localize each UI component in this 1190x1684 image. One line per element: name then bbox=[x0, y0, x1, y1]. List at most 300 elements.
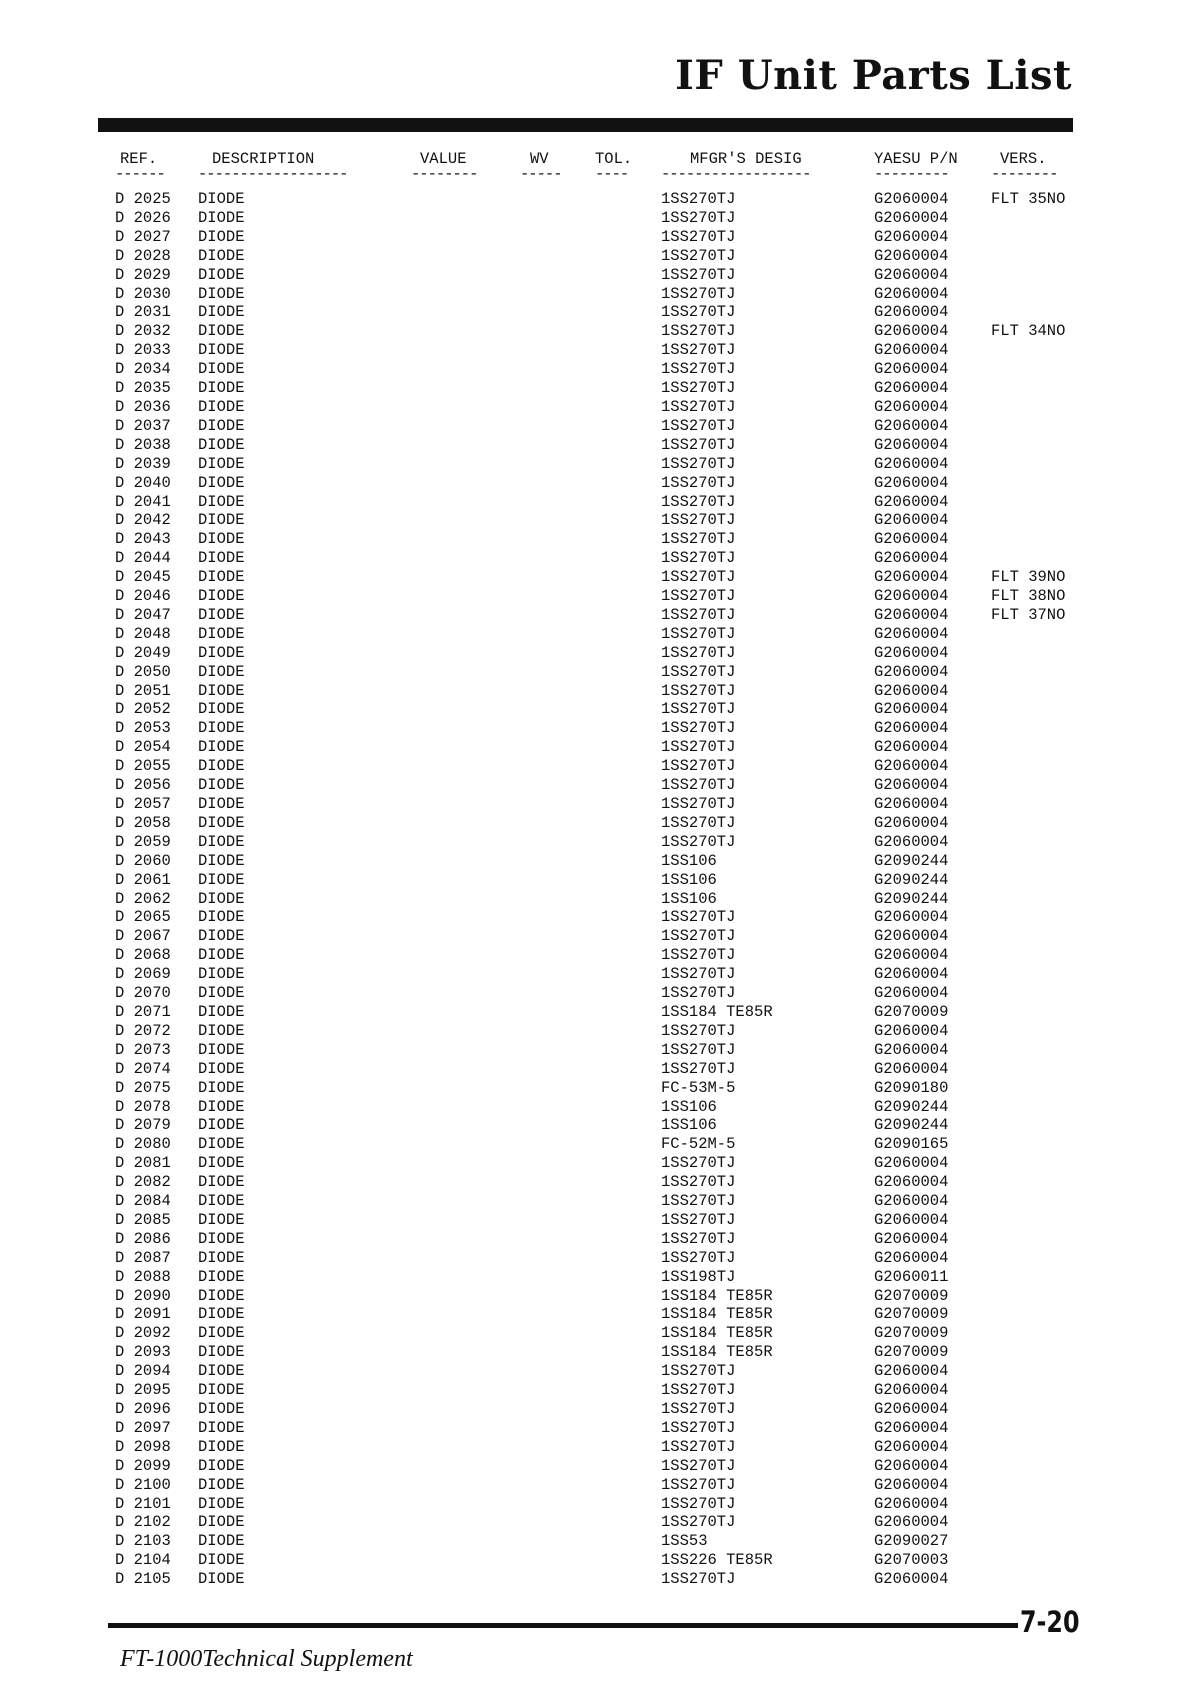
row-description: DIODE bbox=[198, 1475, 245, 1494]
row-mfgr-desig: 1SS270TJ bbox=[661, 1192, 736, 1211]
row-ref: D 2071 bbox=[115, 1002, 171, 1021]
col-header-value: VALUE bbox=[420, 150, 467, 168]
row-ref: D 2085 bbox=[115, 1210, 171, 1229]
row-mfgr-desig: 1SS270TJ bbox=[661, 908, 736, 927]
row-description: DIODE bbox=[198, 492, 245, 511]
row-mfgr-desig: 1SS106 bbox=[661, 889, 717, 908]
row-mfgr-desig: 1SS226 TE85R bbox=[661, 1551, 773, 1570]
row-mfgr-desig: 1SS270TJ bbox=[661, 341, 736, 360]
table-row bbox=[0, 209, 1190, 228]
row-part-number: G2060004 bbox=[874, 946, 949, 965]
col-header-description: DESCRIPTION bbox=[212, 150, 315, 168]
row-mfgr-desig: 1SS270TJ bbox=[661, 1475, 736, 1494]
row-part-number: G2060004 bbox=[874, 1040, 949, 1059]
row-part-number: G2060004 bbox=[874, 568, 949, 587]
row-mfgr-desig: 1SS270TJ bbox=[661, 1059, 736, 1078]
row-mfgr-desig: 1SS270TJ bbox=[661, 379, 736, 398]
row-ref: D 2058 bbox=[115, 813, 171, 832]
col-header-ref: REF. bbox=[120, 150, 158, 168]
row-ref: D 2104 bbox=[115, 1551, 171, 1570]
row-mfgr-desig: 1SS270TJ bbox=[661, 1437, 736, 1456]
table-row bbox=[0, 322, 1190, 341]
row-part-number: G2060004 bbox=[874, 984, 949, 1003]
row-ref: D 2081 bbox=[115, 1154, 171, 1173]
row-ref: D 2057 bbox=[115, 795, 171, 813]
row-mfgr-desig: 1SS53 bbox=[661, 1532, 708, 1551]
table-row bbox=[0, 1305, 1190, 1324]
row-ref: D 2094 bbox=[115, 1362, 171, 1381]
row-ref: D 2095 bbox=[115, 1381, 171, 1400]
table-row bbox=[0, 228, 1190, 247]
row-part-number: G2060004 bbox=[874, 303, 949, 322]
row-mfgr-desig: 1SS270TJ bbox=[661, 227, 736, 246]
table-row bbox=[0, 682, 1190, 701]
row-mfgr-desig: 1SS270TJ bbox=[661, 965, 736, 984]
table-row bbox=[0, 1570, 1190, 1589]
table-row bbox=[0, 776, 1190, 795]
row-ref: D 2041 bbox=[115, 492, 171, 511]
footer-title: FT-1000Technical Supplement bbox=[120, 1646, 413, 1672]
col-header-vers: VERS. bbox=[1000, 150, 1047, 168]
row-description: DIODE bbox=[198, 719, 245, 738]
table-row bbox=[0, 568, 1190, 587]
row-description: DIODE bbox=[198, 303, 245, 322]
row-part-number: G2090180 bbox=[874, 1078, 949, 1097]
row-ref: D 2065 bbox=[115, 908, 171, 927]
row-part-number: G2060004 bbox=[874, 1229, 949, 1248]
row-description: DIODE bbox=[198, 511, 245, 530]
table-row bbox=[0, 1324, 1190, 1343]
table-row bbox=[0, 493, 1190, 512]
row-mfgr-desig: 1SS270TJ bbox=[661, 1418, 736, 1437]
row-description: DIODE bbox=[198, 454, 245, 473]
col-rule-mfgr: ------------------ bbox=[661, 165, 811, 183]
row-description: DIODE bbox=[198, 1324, 245, 1343]
row-part-number: G2060004 bbox=[874, 1494, 949, 1513]
row-description: DIODE bbox=[198, 662, 245, 681]
row-ref: D 2078 bbox=[115, 1097, 171, 1116]
row-mfgr-desig: FC-52M-5 bbox=[661, 1135, 736, 1154]
table-row bbox=[0, 795, 1190, 814]
row-description: DIODE bbox=[198, 1021, 245, 1040]
row-description: DIODE bbox=[198, 832, 245, 851]
row-ref: D 2037 bbox=[115, 416, 171, 435]
row-ref: D 2099 bbox=[115, 1456, 171, 1475]
row-description: DIODE bbox=[198, 246, 245, 265]
row-description: DIODE bbox=[198, 1551, 245, 1570]
row-version: FLT 38NO bbox=[991, 587, 1066, 606]
row-mfgr-desig: 1SS270TJ bbox=[661, 681, 736, 700]
row-mfgr-desig: 1SS270TJ bbox=[661, 1513, 736, 1532]
row-mfgr-desig: FC-53M-5 bbox=[661, 1078, 736, 1097]
row-ref: D 2084 bbox=[115, 1192, 171, 1211]
row-description: DIODE bbox=[198, 757, 245, 776]
table-row bbox=[0, 1135, 1190, 1154]
table-row bbox=[0, 247, 1190, 266]
table-row bbox=[0, 1230, 1190, 1249]
row-description: DIODE bbox=[198, 227, 245, 246]
row-part-number: G2060004 bbox=[874, 624, 949, 643]
row-version: FLT 35NO bbox=[991, 190, 1066, 208]
row-description: DIODE bbox=[198, 284, 245, 303]
table-row bbox=[0, 417, 1190, 436]
row-part-number: G2060004 bbox=[874, 549, 949, 568]
table-row bbox=[0, 530, 1190, 549]
col-header-pn: YAESU P/N bbox=[874, 150, 958, 168]
table-row bbox=[0, 1022, 1190, 1041]
table-row bbox=[0, 1495, 1190, 1514]
table-row bbox=[0, 1438, 1190, 1457]
row-description: DIODE bbox=[198, 1173, 245, 1192]
row-description: DIODE bbox=[198, 776, 245, 795]
row-part-number: G2060004 bbox=[874, 965, 949, 984]
row-description: DIODE bbox=[198, 1210, 245, 1229]
row-ref: D 2032 bbox=[115, 322, 171, 341]
row-part-number: G2070003 bbox=[874, 1551, 949, 1570]
row-ref: D 2097 bbox=[115, 1418, 171, 1437]
row-mfgr-desig: 1SS270TJ bbox=[661, 795, 736, 813]
col-header-wv: WV bbox=[530, 150, 549, 168]
row-part-number: G2070009 bbox=[874, 1002, 949, 1021]
row-description: DIODE bbox=[198, 1192, 245, 1211]
table-row bbox=[0, 908, 1190, 927]
row-part-number: G2060004 bbox=[874, 1456, 949, 1475]
row-ref: D 2054 bbox=[115, 738, 171, 757]
row-part-number: G2090027 bbox=[874, 1532, 949, 1551]
row-description: DIODE bbox=[198, 1097, 245, 1116]
row-part-number: G2060004 bbox=[874, 1381, 949, 1400]
row-part-number: G2060004 bbox=[874, 265, 949, 284]
row-description: DIODE bbox=[198, 1135, 245, 1154]
row-ref: D 2040 bbox=[115, 473, 171, 492]
row-mfgr-desig: 1SS270TJ bbox=[661, 757, 736, 776]
row-version: FLT 39NO bbox=[991, 568, 1066, 587]
row-ref: D 2090 bbox=[115, 1286, 171, 1305]
row-description: DIODE bbox=[198, 568, 245, 587]
row-mfgr-desig: 1SS270TJ bbox=[661, 473, 736, 492]
row-part-number: G2060004 bbox=[874, 776, 949, 795]
row-description: DIODE bbox=[198, 813, 245, 832]
table-row bbox=[0, 1268, 1190, 1287]
row-ref: D 2105 bbox=[115, 1570, 171, 1589]
table-row bbox=[0, 1457, 1190, 1476]
row-part-number: G2070009 bbox=[874, 1305, 949, 1324]
row-ref: D 2075 bbox=[115, 1078, 171, 1097]
row-description: DIODE bbox=[198, 530, 245, 549]
table-row bbox=[0, 1476, 1190, 1495]
row-part-number: G2060004 bbox=[874, 700, 949, 719]
row-ref: D 2033 bbox=[115, 341, 171, 360]
row-ref: D 2067 bbox=[115, 927, 171, 946]
row-mfgr-desig: 1SS184 TE85R bbox=[661, 1343, 773, 1362]
row-mfgr-desig: 1SS184 TE85R bbox=[661, 1324, 773, 1343]
row-description: DIODE bbox=[198, 435, 245, 454]
row-mfgr-desig: 1SS270TJ bbox=[661, 1381, 736, 1400]
row-ref: D 2026 bbox=[115, 208, 171, 227]
row-part-number: G2060004 bbox=[874, 1021, 949, 1040]
table-row bbox=[0, 474, 1190, 493]
row-part-number: G2060004 bbox=[874, 1154, 949, 1173]
row-mfgr-desig: 1SS270TJ bbox=[661, 303, 736, 322]
row-description: DIODE bbox=[198, 624, 245, 643]
row-part-number: G2060004 bbox=[874, 1059, 949, 1078]
row-mfgr-desig: 1SS184 TE85R bbox=[661, 1305, 773, 1324]
row-ref: D 2046 bbox=[115, 587, 171, 606]
row-ref: D 2044 bbox=[115, 549, 171, 568]
row-description: DIODE bbox=[198, 605, 245, 624]
row-mfgr-desig: 1SS106 bbox=[661, 1097, 717, 1116]
row-part-number: G2060004 bbox=[874, 246, 949, 265]
row-mfgr-desig: 1SS106 bbox=[661, 851, 717, 870]
row-description: DIODE bbox=[198, 1248, 245, 1267]
row-part-number: G2090244 bbox=[874, 1116, 949, 1135]
row-description: DIODE bbox=[198, 322, 245, 341]
row-ref: D 2055 bbox=[115, 757, 171, 776]
table-row bbox=[0, 341, 1190, 360]
row-description: DIODE bbox=[198, 1456, 245, 1475]
table-row bbox=[0, 663, 1190, 682]
row-ref: D 2096 bbox=[115, 1400, 171, 1418]
row-description: DIODE bbox=[198, 549, 245, 568]
row-part-number: G2060004 bbox=[874, 813, 949, 832]
row-part-number: G2060004 bbox=[874, 795, 949, 813]
row-description: DIODE bbox=[198, 1570, 245, 1589]
row-ref: D 2070 bbox=[115, 984, 171, 1003]
table-row bbox=[0, 625, 1190, 644]
row-description: DIODE bbox=[198, 738, 245, 757]
row-description: DIODE bbox=[198, 1381, 245, 1400]
row-description: DIODE bbox=[198, 1059, 245, 1078]
table-row bbox=[0, 644, 1190, 663]
row-part-number: G2060004 bbox=[874, 587, 949, 606]
row-mfgr-desig: 1SS270TJ bbox=[661, 1040, 736, 1059]
table-row bbox=[0, 1060, 1190, 1079]
row-part-number: G2060004 bbox=[874, 322, 949, 341]
page-title: IF Unit Parts List bbox=[675, 52, 1072, 99]
row-part-number: G2090244 bbox=[874, 870, 949, 889]
row-mfgr-desig: 1SS270TJ bbox=[661, 190, 736, 208]
row-part-number: G2090244 bbox=[874, 851, 949, 870]
row-ref: D 2030 bbox=[115, 284, 171, 303]
row-ref: D 2073 bbox=[115, 1040, 171, 1059]
row-mfgr-desig: 1SS270TJ bbox=[661, 397, 736, 416]
row-description: DIODE bbox=[198, 851, 245, 870]
row-part-number: G2060004 bbox=[874, 284, 949, 303]
row-mfgr-desig: 1SS184 TE85R bbox=[661, 1002, 773, 1021]
row-mfgr-desig: 1SS184 TE85R bbox=[661, 1286, 773, 1305]
row-ref: D 2025 bbox=[115, 190, 171, 208]
row-ref: D 2038 bbox=[115, 435, 171, 454]
row-ref: D 2029 bbox=[115, 265, 171, 284]
row-ref: D 2047 bbox=[115, 605, 171, 624]
row-description: DIODE bbox=[198, 1116, 245, 1135]
table-row bbox=[0, 1003, 1190, 1022]
table-row bbox=[0, 1079, 1190, 1098]
row-part-number: G2060004 bbox=[874, 1437, 949, 1456]
row-mfgr-desig: 1SS270TJ bbox=[661, 662, 736, 681]
row-part-number: G2070009 bbox=[874, 1324, 949, 1343]
row-ref: D 2039 bbox=[115, 454, 171, 473]
row-description: DIODE bbox=[198, 1513, 245, 1532]
table-row bbox=[0, 700, 1190, 719]
row-ref: D 2086 bbox=[115, 1229, 171, 1248]
col-rule-ref: ------ bbox=[115, 165, 165, 183]
col-rule-value: -------- bbox=[411, 165, 478, 183]
row-description: DIODE bbox=[198, 681, 245, 700]
row-ref: D 2034 bbox=[115, 360, 171, 379]
row-part-number: G2090244 bbox=[874, 1097, 949, 1116]
row-ref: D 2072 bbox=[115, 1021, 171, 1040]
table-row bbox=[0, 1211, 1190, 1230]
row-ref: D 2079 bbox=[115, 1116, 171, 1135]
table-row bbox=[0, 1098, 1190, 1117]
row-ref: D 2091 bbox=[115, 1305, 171, 1324]
row-mfgr-desig: 1SS270TJ bbox=[661, 1173, 736, 1192]
row-description: DIODE bbox=[198, 1400, 245, 1418]
row-part-number: G2060004 bbox=[874, 190, 949, 208]
table-row bbox=[0, 833, 1190, 852]
row-mfgr-desig: 1SS270TJ bbox=[661, 492, 736, 511]
table-row bbox=[0, 719, 1190, 738]
row-ref: D 2051 bbox=[115, 681, 171, 700]
col-header-mfgr: MFGR'S DESIG bbox=[690, 150, 802, 168]
row-mfgr-desig: 1SS106 bbox=[661, 1116, 717, 1135]
row-mfgr-desig: 1SS270TJ bbox=[661, 284, 736, 303]
table-row bbox=[0, 360, 1190, 379]
table-row bbox=[0, 398, 1190, 417]
table-row bbox=[0, 1532, 1190, 1551]
col-rule-description: ------------------ bbox=[198, 165, 348, 183]
row-part-number: G2060004 bbox=[874, 1570, 949, 1589]
row-part-number: G2060004 bbox=[874, 1418, 949, 1437]
row-ref: D 2045 bbox=[115, 568, 171, 587]
table-row bbox=[0, 738, 1190, 757]
row-ref: D 2036 bbox=[115, 397, 171, 416]
row-ref: D 2043 bbox=[115, 530, 171, 549]
row-ref: D 2048 bbox=[115, 624, 171, 643]
row-mfgr-desig: 1SS270TJ bbox=[661, 208, 736, 227]
row-ref: D 2061 bbox=[115, 870, 171, 889]
page-number: 7-20 bbox=[1020, 1605, 1080, 1639]
row-part-number: G2060004 bbox=[874, 1248, 949, 1267]
row-part-number: G2060004 bbox=[874, 1362, 949, 1381]
row-description: DIODE bbox=[198, 1267, 245, 1286]
row-part-number: G2060004 bbox=[874, 1210, 949, 1229]
table-row bbox=[0, 1400, 1190, 1419]
row-mfgr-desig: 1SS270TJ bbox=[661, 1400, 736, 1418]
row-ref: D 2062 bbox=[115, 889, 171, 908]
table-row bbox=[0, 303, 1190, 322]
row-mfgr-desig: 1SS270TJ bbox=[661, 530, 736, 549]
row-description: DIODE bbox=[198, 1362, 245, 1381]
row-mfgr-desig: 1SS270TJ bbox=[661, 1570, 736, 1589]
table-row bbox=[0, 1249, 1190, 1268]
row-part-number: G2060004 bbox=[874, 908, 949, 927]
row-description: DIODE bbox=[198, 795, 245, 813]
row-part-number: G2060004 bbox=[874, 454, 949, 473]
table-row bbox=[0, 1154, 1190, 1173]
row-ref: D 2098 bbox=[115, 1437, 171, 1456]
row-part-number: G2060004 bbox=[874, 1513, 949, 1532]
row-part-number: G2060004 bbox=[874, 643, 949, 662]
table-row bbox=[0, 549, 1190, 568]
table-row bbox=[0, 757, 1190, 776]
row-ref: D 2093 bbox=[115, 1343, 171, 1362]
row-part-number: G2060004 bbox=[874, 605, 949, 624]
row-mfgr-desig: 1SS270TJ bbox=[661, 1248, 736, 1267]
row-description: DIODE bbox=[198, 946, 245, 965]
row-part-number: G2060004 bbox=[874, 511, 949, 530]
row-mfgr-desig: 1SS270TJ bbox=[661, 265, 736, 284]
row-description: DIODE bbox=[198, 1343, 245, 1362]
row-part-number: G2060004 bbox=[874, 360, 949, 379]
row-part-number: G2070009 bbox=[874, 1343, 949, 1362]
row-ref: D 2088 bbox=[115, 1267, 171, 1286]
row-ref: D 2101 bbox=[115, 1494, 171, 1513]
title-rule bbox=[98, 118, 1073, 132]
row-part-number: G2090165 bbox=[874, 1135, 949, 1154]
row-description: DIODE bbox=[198, 473, 245, 492]
row-mfgr-desig: 1SS106 bbox=[661, 870, 717, 889]
row-description: DIODE bbox=[198, 1494, 245, 1513]
row-ref: D 2068 bbox=[115, 946, 171, 965]
row-mfgr-desig: 1SS270TJ bbox=[661, 1494, 736, 1513]
row-ref: D 2042 bbox=[115, 511, 171, 530]
row-mfgr-desig: 1SS270TJ bbox=[661, 700, 736, 719]
row-part-number: G2070009 bbox=[874, 1286, 949, 1305]
table-row bbox=[0, 1343, 1190, 1362]
row-mfgr-desig: 1SS270TJ bbox=[661, 605, 736, 624]
row-mfgr-desig: 1SS270TJ bbox=[661, 511, 736, 530]
row-ref: D 2027 bbox=[115, 227, 171, 246]
row-mfgr-desig: 1SS270TJ bbox=[661, 1154, 736, 1173]
row-mfgr-desig: 1SS270TJ bbox=[661, 1456, 736, 1475]
row-part-number: G2060004 bbox=[874, 832, 949, 851]
table-row bbox=[0, 266, 1190, 285]
table-row bbox=[0, 1419, 1190, 1438]
row-ref: D 2074 bbox=[115, 1059, 171, 1078]
row-ref: D 2059 bbox=[115, 832, 171, 851]
row-ref: D 2092 bbox=[115, 1324, 171, 1343]
row-mfgr-desig: 1SS270TJ bbox=[661, 927, 736, 946]
row-mfgr-desig: 1SS270TJ bbox=[661, 946, 736, 965]
row-part-number: G2060004 bbox=[874, 416, 949, 435]
row-ref: D 2082 bbox=[115, 1173, 171, 1192]
row-version: FLT 34NO bbox=[991, 322, 1066, 341]
row-ref: D 2050 bbox=[115, 662, 171, 681]
row-part-number: G2060004 bbox=[874, 1173, 949, 1192]
row-description: DIODE bbox=[198, 965, 245, 984]
footer-rule bbox=[108, 1623, 1018, 1628]
table-row bbox=[0, 511, 1190, 530]
table-row bbox=[0, 965, 1190, 984]
row-description: DIODE bbox=[198, 416, 245, 435]
row-mfgr-desig: 1SS270TJ bbox=[661, 719, 736, 738]
row-description: DIODE bbox=[198, 889, 245, 908]
row-ref: D 2053 bbox=[115, 719, 171, 738]
row-mfgr-desig: 1SS270TJ bbox=[661, 1362, 736, 1381]
row-part-number: G2060004 bbox=[874, 1475, 949, 1494]
col-rule-tol: ---- bbox=[595, 165, 629, 183]
row-ref: D 2035 bbox=[115, 379, 171, 398]
row-part-number: G2060004 bbox=[874, 341, 949, 360]
row-description: DIODE bbox=[198, 265, 245, 284]
row-mfgr-desig: 1SS270TJ bbox=[661, 246, 736, 265]
row-description: DIODE bbox=[198, 1229, 245, 1248]
row-description: DIODE bbox=[198, 1286, 245, 1305]
row-mfgr-desig: 1SS270TJ bbox=[661, 813, 736, 832]
row-part-number: G2060004 bbox=[874, 530, 949, 549]
